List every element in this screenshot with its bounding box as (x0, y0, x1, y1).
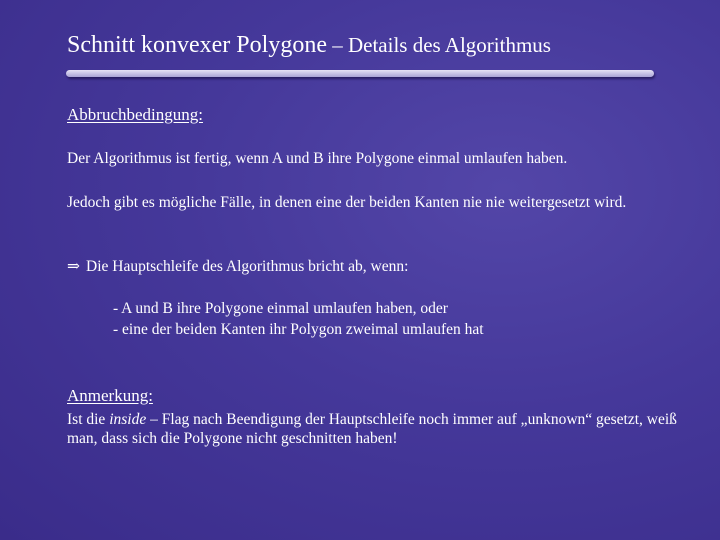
paragraph-jedoch: Jedoch gibt es mögliche Fälle, in denen eine der beiden Kanten nie nie weitergesetzt wird. (67, 194, 627, 211)
paragraph-fertig: Der Algorithmus ist fertig, wenn A und B ihre Polygone einmal umlaufen haben. (67, 150, 568, 167)
heading-anmerkung: Anmerkung: (67, 386, 153, 405)
implies-arrow-icon: ⇒ (67, 258, 80, 275)
title-main: Schnitt konvexer Polygone (67, 32, 327, 58)
note-paragraph (67, 410, 697, 448)
hauptschleife-text: Die Hauptschleife des Algorithmus bricht ab, wenn: (86, 258, 409, 275)
slide-title (67, 33, 551, 57)
note-prefix: Ist die (67, 411, 110, 428)
title-underline-bar (66, 70, 654, 77)
list-item: - eine der beiden Kanten ihr Polygon zweimal umlaufen hat (113, 321, 484, 338)
list-item: - A und B ihre Polygone einmal umlaufen haben, oder (113, 300, 448, 317)
note-inside-term: inside (109, 411, 147, 428)
note-suffix: – Flag nach Beendigung der Hauptschleife noch immer auf „unknown“ gesetzt, weiß man, dass sich die Polygone nicht geschnitten haben! (67, 411, 677, 447)
title-subtitle: – Details des Algorithmus (326, 33, 551, 57)
paragraph-hauptschleife (67, 257, 408, 276)
heading-abbruchbedingung: Abbruchbedingung: (67, 105, 203, 124)
